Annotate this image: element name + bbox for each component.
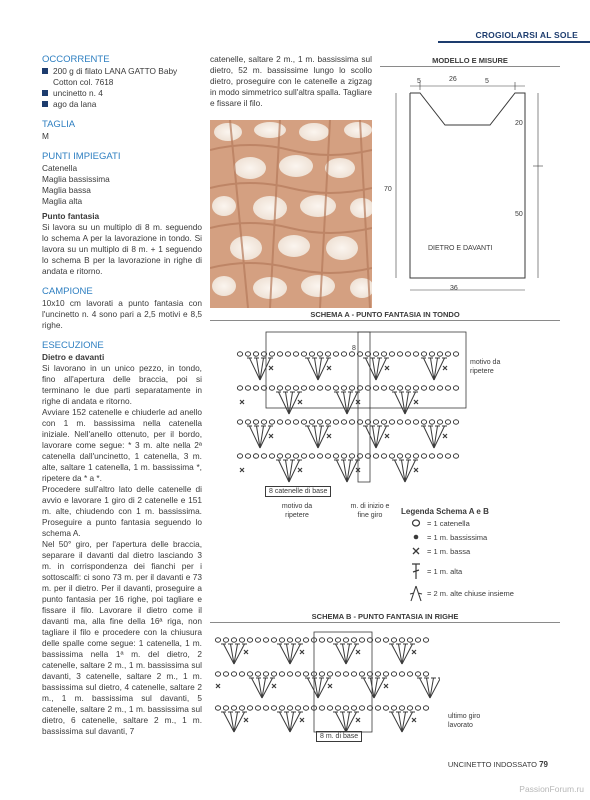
bullet-square-icon [42, 68, 48, 74]
chain-stitch [247, 706, 252, 710]
chain-stitch [319, 706, 324, 710]
chain-stitch [277, 454, 282, 458]
chain-stitch [349, 386, 354, 390]
chain-stitch [245, 454, 250, 458]
chain-stitch [429, 454, 434, 458]
legend-item: = 1 m. bassissima [405, 532, 487, 542]
chain-stitch [423, 638, 428, 642]
chain-stitch [383, 672, 388, 676]
chain-stitch [341, 352, 346, 356]
model-title: MODELLO E MISURE [432, 56, 508, 65]
model-diagram [380, 70, 560, 300]
paragraph: Nel 50° giro, per l'apertura delle braccia, separare il davanti dal dietro lasciando 3 m. in corrispondenza dei fianchi per i sottoscalfi: ci sono 73 m. per il davanti e 73 m. per il dietro. Per il davanti, proseguire a punto fantasia per 16 righe, poi tagliare e fissare il filo. Lavorare il dietro come il davanti ma, alla fine della 16ª riga, non tagliare il filo e procedere con la chiusura delle spalle come segue: 1 catenella, 1 m. bassissima nella 1ª m. del dietro, 2 catenelle, saltare 2 m., 1 m. bassissima sul davanti, 3 catenelle, saltare 2 m., 1 m. bassissima sul dietro, 4 catenelle, saltare 2 m., 1 m. bassissima sul davanti, 5 catenelle, saltare 2 m., 1 m. bassissima sul dietro, 6 catenelle, saltare 2 m., 1 m. bassissima sul davanti, 7 [42, 539, 202, 736]
row-number: 8 [352, 345, 356, 352]
chain-stitch [277, 386, 282, 390]
chain-stitch [413, 386, 418, 390]
chain-stitch [445, 454, 450, 458]
chain-stitch [397, 386, 402, 390]
repeat-label: motivo da ripetere [470, 359, 501, 375]
chain-stitch [271, 672, 276, 676]
chain-stitch [359, 672, 364, 676]
chain-stitch [269, 420, 274, 424]
chain-stitch [453, 386, 458, 390]
chain-stitch [341, 454, 346, 458]
chain-stitch [239, 672, 244, 676]
single-crochet-stitch [269, 366, 273, 370]
chain-stitch [423, 672, 428, 676]
chain-stitch [333, 420, 338, 424]
chain-stitch [381, 454, 386, 458]
chain-stitch [453, 352, 458, 356]
chain-stitch [269, 352, 274, 356]
base-stitch-label: 8 m. di base [316, 731, 362, 742]
chain-stitch [231, 706, 236, 710]
title-rule [380, 66, 560, 67]
chain-stitch [407, 672, 412, 676]
chain-stitch [223, 638, 228, 642]
schema-b-chart [210, 628, 440, 738]
bullet-square-icon [42, 90, 48, 96]
chain-stitch [245, 420, 250, 424]
chain-stitch [279, 638, 284, 642]
chain-stitch [407, 706, 412, 710]
chain-stitch [397, 454, 402, 458]
bullet-square-icon [42, 101, 48, 107]
chain-stitch [373, 386, 378, 390]
chain-stitch [285, 420, 290, 424]
chain-stitch [391, 638, 396, 642]
chain-stitch [255, 672, 260, 676]
chain-stitch [341, 420, 346, 424]
single-crochet-stitch [412, 718, 416, 722]
chain-stitch [359, 638, 364, 642]
title-rule [210, 622, 560, 623]
chain-stitch [349, 420, 354, 424]
chain-stitch [389, 454, 394, 458]
single-crochet-stitch [385, 366, 389, 370]
single-crochet-stitch [412, 650, 416, 654]
chain-stitch [301, 352, 306, 356]
chain-stitch [389, 386, 394, 390]
chain-stitch [287, 638, 292, 642]
chain-stitch [421, 420, 426, 424]
chain-stitch [261, 420, 266, 424]
chain-stitch [391, 706, 396, 710]
dim-lower-height: 50 [515, 211, 523, 218]
stitches-heading: PUNTI IMPIEGATI [42, 151, 121, 162]
chain-stitch [375, 672, 380, 676]
chain-stitch [245, 386, 250, 390]
title-rule [210, 320, 560, 321]
single-crochet-stitch [240, 468, 244, 472]
chain-stitch [397, 420, 402, 424]
chain-stitch [405, 386, 410, 390]
chain-stitch [437, 420, 442, 424]
single-crochet-stitch [328, 684, 332, 688]
base-chain-label: 8 catenelle di base [265, 486, 331, 497]
size-value: M [42, 131, 49, 141]
legend-item: = 1 m. alta [405, 562, 462, 580]
chain-stitch [325, 454, 330, 458]
single-crochet-stitch [216, 684, 220, 688]
chain-stitch [301, 420, 306, 424]
chain-stitch [373, 352, 378, 356]
chain-stitch [309, 352, 314, 356]
chain-stitch [335, 672, 340, 676]
chain-stitch [247, 638, 252, 642]
chain-stitch [375, 706, 380, 710]
single-crochet-stitch [240, 400, 244, 404]
chain-stitch [381, 420, 386, 424]
t-double-crochet-icon [405, 562, 427, 580]
chain-stitch [285, 352, 290, 356]
chain-stitch [399, 672, 404, 676]
chain-stitch [293, 386, 298, 390]
page-number: 79 [539, 760, 548, 769]
chain-stitch [397, 352, 402, 356]
chain-stitch [327, 638, 332, 642]
chain-stitch [263, 672, 268, 676]
chain-stitch [423, 706, 428, 710]
chain-stitch [285, 386, 290, 390]
chain-stitch [383, 638, 388, 642]
watermark: PassionForum.ru [519, 784, 584, 794]
paragraph: Procedere sull'altro lato delle catenelle di avvio e lavorare 1 giro di 2 catenelle e 151 m. alte, chiudendo con 1 m. bassissima. Proseguire a punto fantasia seguendo lo schema A. [42, 484, 202, 538]
chain-stitch [319, 638, 324, 642]
chain-stitch [309, 420, 314, 424]
paragraph: catenelle, saltare 2 m., 1 m. bassissima sul dietro, 52 m. bassissime lungo lo scollo dietro, proseguire con le catenelle a zigzag in modo simmetrico sull'altra spalla. Tagliare e fissare il filo. [210, 54, 372, 108]
chain-stitch [413, 454, 418, 458]
chain-stitch [293, 352, 298, 356]
chain-stitch [421, 454, 426, 458]
chain-stitch [287, 706, 292, 710]
chain-stitch [301, 386, 306, 390]
last-row-label: ultimo giro lavorato [448, 713, 481, 729]
execution-subtitle: Dietro e davanti [42, 352, 105, 362]
chain-stitch [341, 386, 346, 390]
single-crochet-stitch [356, 650, 360, 654]
chain-stitch [279, 706, 284, 710]
chain-stitch [415, 672, 420, 676]
chain-stitch [429, 420, 434, 424]
chain-stitch [253, 352, 258, 356]
chain-stitch [453, 454, 458, 458]
schema-a-title: SCHEMA A - PUNTO FANTASIA IN TONDO [310, 310, 460, 319]
chain-stitch [269, 386, 274, 390]
chain-stitch [407, 638, 412, 642]
chain-stitch [327, 706, 332, 710]
chain-stitch [405, 352, 410, 356]
single-crochet-stitch [356, 718, 360, 722]
chain-stitch [303, 638, 308, 642]
chain-stitch [269, 454, 274, 458]
chain-stitch [437, 386, 442, 390]
chain-stitch [389, 420, 394, 424]
chain-stitch [335, 638, 340, 642]
list-item: Maglia bassissima [42, 174, 110, 184]
dim-top: 26 [449, 76, 457, 83]
chain-stitch [239, 638, 244, 642]
chain-stitch [399, 638, 404, 642]
chain-stitch [231, 638, 236, 642]
chain-stitch [335, 706, 340, 710]
chain-stitch [245, 352, 250, 356]
single-crochet-stitch [327, 434, 331, 438]
chain-stitch [277, 352, 282, 356]
chain-stitch [405, 454, 410, 458]
chain-stitch [237, 386, 242, 390]
chain-stitch [253, 386, 258, 390]
single-crochet-stitch [385, 434, 389, 438]
single-crochet-stitch [298, 400, 302, 404]
chain-stitch [351, 638, 356, 642]
chain-stitch [255, 638, 260, 642]
chain-stitch [327, 672, 332, 676]
chain-stitch [381, 386, 386, 390]
chain-stitch [381, 352, 386, 356]
chain-stitch [343, 706, 348, 710]
instructions-column [42, 54, 202, 737]
chain-stitch [295, 706, 300, 710]
chain-stitch [293, 454, 298, 458]
schema-b-title: SCHEMA B - PUNTO FANTASIA IN RIGHE [311, 612, 459, 621]
chain-stitch [271, 638, 276, 642]
chain-stitch [325, 420, 330, 424]
chain-stitch [309, 386, 314, 390]
chain-stitch [263, 706, 268, 710]
chain-stitch [293, 420, 298, 424]
list-item: Maglia alta [42, 196, 83, 206]
chain-stitch [333, 454, 338, 458]
chain-stitch [317, 386, 322, 390]
chain-stitch [239, 706, 244, 710]
chain-stitch [325, 386, 330, 390]
legend-item: = 2 m. alte chiuse insieme [405, 584, 514, 602]
chain-stitch [421, 386, 426, 390]
single-crochet-stitch [269, 434, 273, 438]
execution-heading: ESECUZIONE [42, 340, 104, 351]
list-item: Maglia bassa [42, 185, 91, 195]
chain-stitch [383, 706, 388, 710]
chain-stitch [317, 420, 322, 424]
schema-a-chart [230, 326, 470, 496]
cluster-icon [405, 584, 427, 602]
chain-stitch [247, 672, 252, 676]
paragraph: Si lavorano in un unico pezzo, in tondo, fino all'apertura delle braccia, poi si terminano le due parti separatamente in righe di andata e ritorno. [42, 363, 202, 406]
single-crochet-stitch [298, 468, 302, 472]
chain-stitch [413, 420, 418, 424]
chain-stitch [445, 420, 450, 424]
gauge-heading: CAMPIONE [42, 286, 93, 297]
chain-stitch [415, 638, 420, 642]
fancy-stitch-title: Punto fantasia [42, 211, 100, 221]
chain-stitch [215, 672, 220, 676]
chain-stitch [253, 420, 258, 424]
chain-stitch [287, 672, 292, 676]
size-heading: TAGLIA [42, 119, 76, 130]
chain-stitch [295, 638, 300, 642]
chain-stitch [333, 352, 338, 356]
chain-stitch [279, 672, 284, 676]
chain-stitch [373, 454, 378, 458]
chain-stitch [437, 352, 442, 356]
single-crochet-stitch [414, 400, 418, 404]
paragraph: Avviare 152 catenelle e chiuderle ad anello con 1 m. bassissima nella catenella iniziale. Nell'anello ottenuto, per il bordo, lavorare come segue: * 3 m. alte nella 2ª catenella dall'uncinetto, 1 catenella, 3 m. alte, saltare 1 catenella, 1 m. bassissima *, ripetere da * a *. [42, 407, 202, 483]
chain-stitch [271, 706, 276, 710]
chain-stitch [285, 454, 290, 458]
chain-stitch [405, 420, 410, 424]
cross-single-crochet-icon [405, 546, 427, 556]
chain-stitch [301, 454, 306, 458]
chain-stitch [253, 454, 258, 458]
single-crochet-stitch [414, 468, 418, 472]
chain-stitch [453, 420, 458, 424]
list-item: uncinetto n. 4 [42, 88, 202, 99]
chain-stitch [373, 420, 378, 424]
chain-stitch [351, 706, 356, 710]
dim-total-height: 70 [384, 186, 392, 193]
legend-item: = 1 catenella [405, 518, 470, 528]
chain-stitch [389, 352, 394, 356]
circle-chain-icon [405, 518, 427, 528]
chain-stitch [351, 672, 356, 676]
chain-stitch [223, 672, 228, 676]
chain-stitch [375, 638, 380, 642]
chain-stitch [391, 672, 396, 676]
chain-stitch [359, 706, 364, 710]
single-crochet-stitch [244, 650, 248, 654]
chain-stitch [231, 672, 236, 676]
chain-stitch [317, 352, 322, 356]
list-item: 200 g di filato LANA GATTO Baby Cotton col. 7618 [42, 66, 202, 88]
single-crochet-stitch [300, 718, 304, 722]
chain-stitch [325, 352, 330, 356]
page-footer: UNCINETTO INDOSSATO 79 [447, 760, 548, 769]
dim-bottom: 36 [450, 285, 458, 292]
chain-stitch [445, 352, 450, 356]
chain-stitch [437, 454, 442, 458]
legend-item: = 1 m. bassa [405, 546, 470, 556]
chain-stitch [421, 352, 426, 356]
chain-stitch [223, 706, 228, 710]
chain-stitch [343, 638, 348, 642]
single-crochet-stitch [443, 366, 447, 370]
chain-stitch [237, 420, 242, 424]
chain-stitch [343, 672, 348, 676]
list-item: Catenella [42, 163, 78, 173]
chain-stitch [319, 672, 324, 676]
chain-stitch [399, 706, 404, 710]
chain-stitch [261, 454, 266, 458]
single-crochet-stitch [244, 718, 248, 722]
single-crochet-stitch [443, 434, 447, 438]
chain-stitch [333, 386, 338, 390]
single-crochet-stitch [384, 684, 388, 688]
chain-stitch [309, 454, 314, 458]
chain-stitch [349, 454, 354, 458]
chain-stitch [215, 706, 220, 710]
chain-stitch [413, 352, 418, 356]
dim-left: 5 [417, 78, 421, 85]
single-crochet-stitch [272, 684, 276, 688]
header-rule [438, 41, 590, 43]
dim-right: 5 [485, 78, 489, 85]
chain-stitch [303, 672, 308, 676]
chain-stitch [429, 352, 434, 356]
chain-stitch [303, 706, 308, 710]
chain-stitch [429, 386, 434, 390]
chain-stitch [237, 454, 242, 458]
chain-stitch [415, 706, 420, 710]
start-label: m. di inizio e fine giro [350, 503, 390, 519]
section-title: CROGIOLARSI AL SOLE [475, 30, 578, 40]
repeat-label-bottom: motivo da ripetere [281, 503, 313, 519]
fancy-stitch-text: Si lavora su un multiplo di 8 m. seguendo lo schema A per la lavorazione in tondo. Si lavora su un multiplo di 8 m. + 1 seguendo lo schema B per la lavorazione in righe di andata e ritorno. [42, 222, 202, 276]
model-label: DIETRO E DAVANTI [428, 245, 493, 252]
stitch-photo [210, 120, 372, 308]
chain-stitch [215, 638, 220, 642]
list-item: ago da lana [42, 99, 202, 110]
single-crochet-stitch [327, 366, 331, 370]
materials-heading: OCCORRENTE [42, 54, 110, 65]
chain-stitch [255, 706, 260, 710]
chain-stitch [237, 352, 242, 356]
chain-stitch [277, 420, 282, 424]
chain-stitch [317, 454, 322, 458]
chain-stitch [445, 386, 450, 390]
dot-slip-stitch-icon [405, 532, 427, 542]
instructions-column-2 [210, 54, 372, 109]
dim-upper-height: 20 [515, 120, 523, 127]
legend-title: Legenda Schema A e B [401, 507, 489, 516]
chain-stitch [263, 638, 268, 642]
gauge-text: 10x10 cm lavorati a punto fantasia con l'uncinetto n. 4 sono pari a 2,5 motivi e 8,5 righe. [42, 298, 202, 330]
single-crochet-stitch [300, 650, 304, 654]
chain-stitch [295, 672, 300, 676]
